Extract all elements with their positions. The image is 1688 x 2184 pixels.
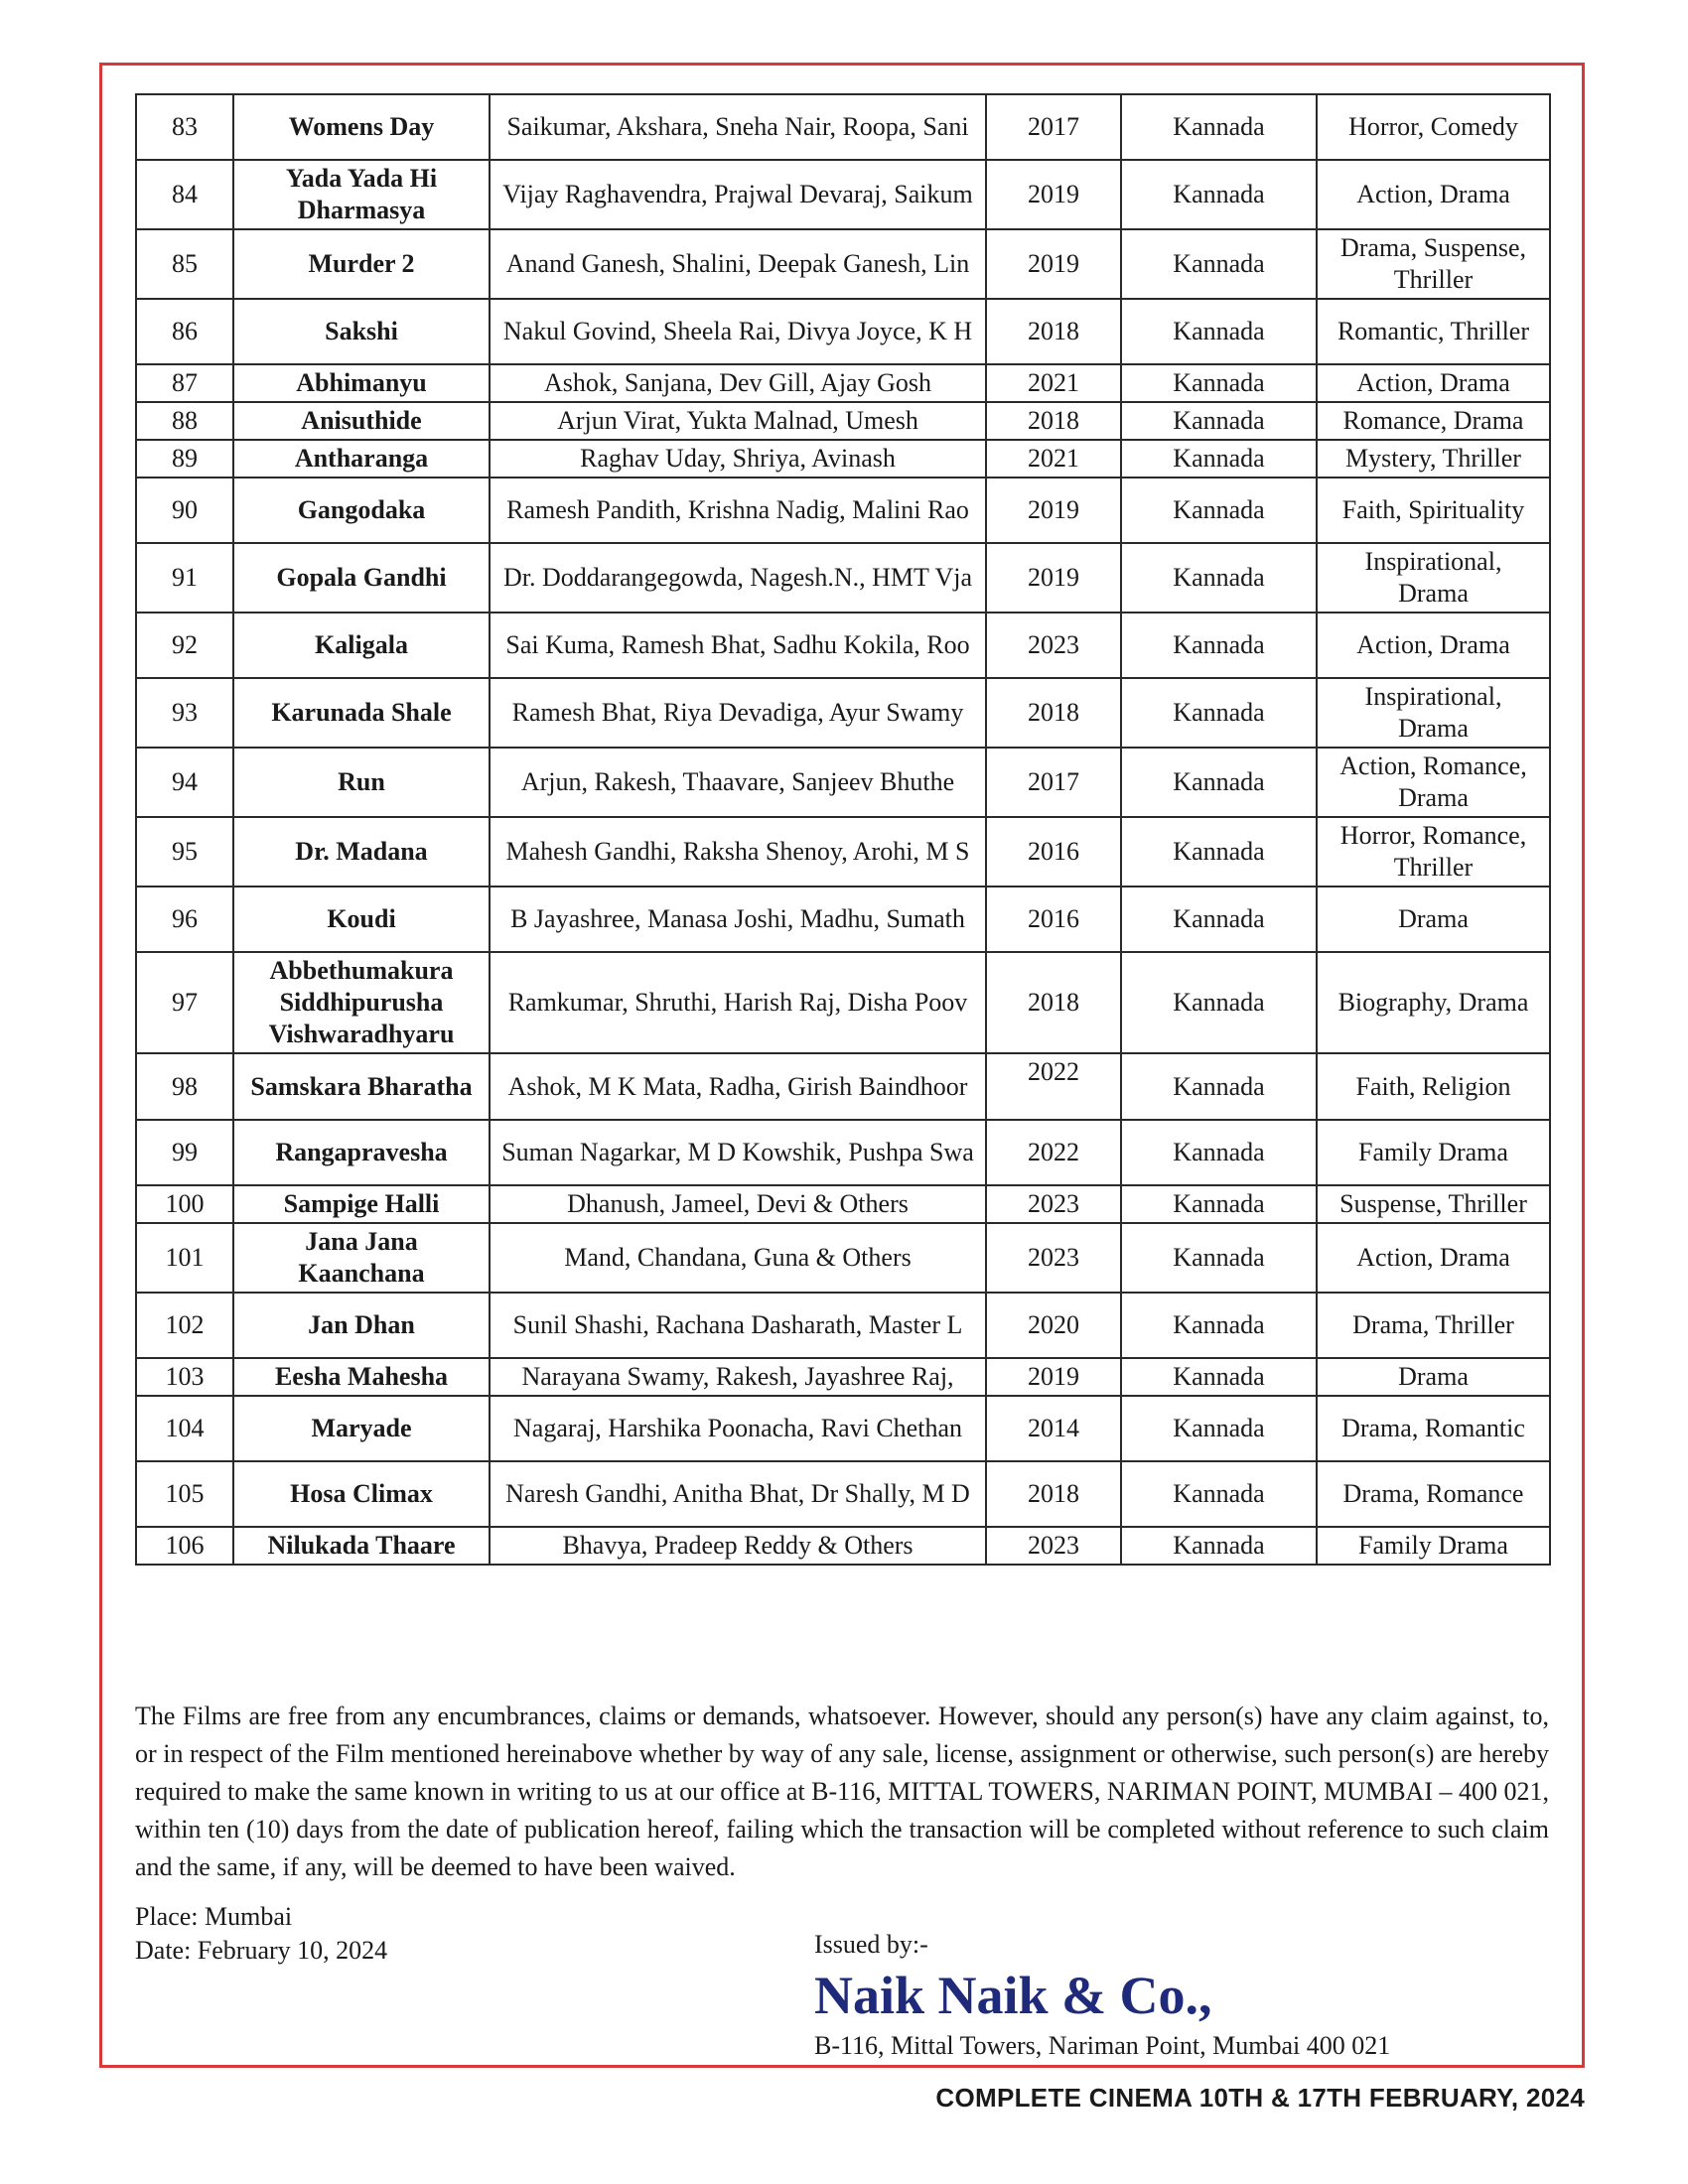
film-genre: Action, Drama	[1317, 1223, 1550, 1293]
film-title: Rangapravesha	[233, 1120, 490, 1185]
film-year: 2023	[986, 613, 1121, 678]
film-title: Gangodaka	[233, 478, 490, 543]
table-row	[136, 1358, 1550, 1396]
film-year: 2019	[986, 1358, 1121, 1396]
table-row	[136, 229, 1550, 299]
film-genre: Family Drama	[1317, 1527, 1550, 1565]
film-number: 101	[136, 1223, 233, 1293]
table-row	[136, 160, 1550, 229]
film-cast: Anand Ganesh, Shalini, Deepak Ganesh, Lin	[490, 229, 986, 299]
firm-name: Naik Naik & Co.,	[814, 1966, 1212, 2025]
film-language: Kannada	[1121, 613, 1317, 678]
film-language: Kannada	[1121, 1223, 1317, 1293]
table-row	[136, 364, 1550, 402]
film-language: Kannada	[1121, 402, 1317, 440]
table-row	[136, 1461, 1550, 1527]
film-cast: Mahesh Gandhi, Raksha Shenoy, Arohi, M S	[490, 817, 986, 887]
table-row	[136, 952, 1550, 1053]
film-cast: Ashok, Sanjana, Dev Gill, Ajay Gosh	[490, 364, 986, 402]
film-cast: Ramesh Bhat, Riya Devadiga, Ayur Swamy	[490, 678, 986, 748]
film-cast: Mand, Chandana, Guna & Others	[490, 1223, 986, 1293]
film-title: Eesha Mahesha	[233, 1358, 490, 1396]
table-row	[136, 402, 1550, 440]
film-genre: Drama, Romance	[1317, 1461, 1550, 1527]
film-cast: Suman Nagarkar, M D Kowshik, Pushpa Swa	[490, 1120, 986, 1185]
film-genre: Biography, Drama	[1317, 952, 1550, 1053]
film-genre: Drama, Romantic	[1317, 1396, 1550, 1461]
table-row	[136, 1293, 1550, 1358]
film-number: 88	[136, 402, 233, 440]
table-row	[136, 1120, 1550, 1185]
table-row	[136, 299, 1550, 364]
film-cast: Arjun, Rakesh, Thaavare, Sanjeev Bhuthe	[490, 748, 986, 817]
film-year: 2018	[986, 952, 1121, 1053]
film-title: Abhimanyu	[233, 364, 490, 402]
film-genre: Drama	[1317, 887, 1550, 952]
film-title: Hosa Climax	[233, 1461, 490, 1527]
film-title: Sakshi	[233, 299, 490, 364]
film-year: 2023	[986, 1527, 1121, 1565]
film-genre: Action, Romance, Drama	[1317, 748, 1550, 817]
film-number: 99	[136, 1120, 233, 1185]
film-title: Nilukada Thaare	[233, 1527, 490, 1565]
film-year: 2019	[986, 229, 1121, 299]
film-year: 2017	[986, 748, 1121, 817]
films-table	[135, 93, 1551, 1566]
film-cast: Vijay Raghavendra, Prajwal Devaraj, Saikum	[490, 160, 986, 229]
film-number: 102	[136, 1293, 233, 1358]
film-genre: Horror, Romance, Thriller	[1317, 817, 1550, 887]
film-genre: Faith, Spirituality	[1317, 478, 1550, 543]
film-number: 105	[136, 1461, 233, 1527]
film-year: 2018	[986, 402, 1121, 440]
film-number: 89	[136, 440, 233, 478]
film-title: Koudi	[233, 887, 490, 952]
film-year: 2018	[986, 1461, 1121, 1527]
film-cast: Nakul Govind, Sheela Rai, Divya Joyce, K H	[490, 299, 986, 364]
issued-by-label: Issued by:-	[814, 1930, 928, 1959]
film-title: Karunada Shale	[233, 678, 490, 748]
film-language: Kannada	[1121, 817, 1317, 887]
film-year: 2016	[986, 817, 1121, 887]
table-row	[136, 613, 1550, 678]
film-genre: Romance, Drama	[1317, 402, 1550, 440]
film-cast: Bhavya, Pradeep Reddy & Others	[490, 1527, 986, 1565]
film-genre: Family Drama	[1317, 1120, 1550, 1185]
firm-address: B-116, Mittal Towers, Nariman Point, Mumbai 400 021	[814, 2031, 1391, 2060]
film-language: Kannada	[1121, 748, 1317, 817]
film-cast: Narayana Swamy, Rakesh, Jayashree Raj,	[490, 1358, 986, 1396]
film-language: Kannada	[1121, 440, 1317, 478]
place-text: Place: Mumbai	[135, 1902, 293, 1931]
table-row	[136, 478, 1550, 543]
film-number: 94	[136, 748, 233, 817]
table-row	[136, 748, 1550, 817]
table-row	[136, 1396, 1550, 1461]
film-language: Kannada	[1121, 543, 1317, 613]
film-title: Gopala Gandhi	[233, 543, 490, 613]
film-number: 100	[136, 1185, 233, 1223]
table-row	[136, 678, 1550, 748]
table-row	[136, 817, 1550, 887]
film-year: 2021	[986, 440, 1121, 478]
film-cast: Saikumar, Akshara, Sneha Nair, Roopa, Sani	[490, 94, 986, 160]
film-cast: Naresh Gandhi, Anitha Bhat, Dr Shally, M D	[490, 1461, 986, 1527]
film-cast: Ramesh Pandith, Krishna Nadig, Malini Rao	[490, 478, 986, 543]
film-title: Murder 2	[233, 229, 490, 299]
film-cast: Sai Kuma, Ramesh Bhat, Sadhu Kokila, Roo	[490, 613, 986, 678]
film-title: Abbethumakura Siddhipurusha Vishwaradhyaru	[233, 952, 490, 1053]
film-number: 93	[136, 678, 233, 748]
film-language: Kannada	[1121, 1461, 1317, 1527]
film-language: Kannada	[1121, 1527, 1317, 1565]
film-year: 2020	[986, 1293, 1121, 1358]
table-row	[136, 1223, 1550, 1293]
table-row	[136, 1053, 1550, 1120]
film-number: 104	[136, 1396, 233, 1461]
film-language: Kannada	[1121, 94, 1317, 160]
film-language: Kannada	[1121, 952, 1317, 1053]
table-row	[136, 94, 1550, 160]
film-title: Samskara Bharatha	[233, 1053, 490, 1120]
film-title: Maryade	[233, 1396, 490, 1461]
film-genre: Action, Drama	[1317, 613, 1550, 678]
film-genre: Inspirational, Drama	[1317, 678, 1550, 748]
film-title: Yada Yada Hi Dharmasya	[233, 160, 490, 229]
film-year: 2016	[986, 887, 1121, 952]
film-language: Kannada	[1121, 1053, 1317, 1120]
film-genre: Drama	[1317, 1358, 1550, 1396]
film-year: 2018	[986, 299, 1121, 364]
film-year: 2014	[986, 1396, 1121, 1461]
notice-paragraph: The Films are free from any encumbrances, claims or demands, whatsoever. However, should any person(s) have any claim against, to, or in respect of the Film mentioned hereinabove whether by way of any sale, license, assignment or otherwise, such person(s) are hereby required to make the same known in writing to us at our office at B-116, MITTAL TOWERS, NARIMAN POINT, MUMBAI – 400 021, within ten (10) days from the date of publication hereof, failing which the transaction will be completed without reference to such claim and the same, if any, will be deemed to have been waived.	[135, 1702, 1549, 1881]
film-number: 97	[136, 952, 233, 1053]
film-number: 85	[136, 229, 233, 299]
film-cast: B Jayashree, Manasa Joshi, Madhu, Sumath	[490, 887, 986, 952]
film-cast: Ramkumar, Shruthi, Harish Raj, Disha Poov	[490, 952, 986, 1053]
film-genre: Action, Drama	[1317, 160, 1550, 229]
film-language: Kannada	[1121, 1293, 1317, 1358]
table-row	[136, 1527, 1550, 1565]
film-number: 92	[136, 613, 233, 678]
film-genre: Action, Drama	[1317, 364, 1550, 402]
film-year: 2018	[986, 678, 1121, 748]
film-language: Kannada	[1121, 299, 1317, 364]
film-cast: Ashok, M K Mata, Radha, Girish Baindhoor	[490, 1053, 986, 1120]
table-row	[136, 440, 1550, 478]
film-year: 2019	[986, 160, 1121, 229]
film-number: 91	[136, 543, 233, 613]
film-number: 106	[136, 1527, 233, 1565]
film-language: Kannada	[1121, 364, 1317, 402]
film-title: Sampige Halli	[233, 1185, 490, 1223]
film-year: 2022	[986, 1120, 1121, 1185]
film-language: Kannada	[1121, 478, 1317, 543]
film-year: 2017	[986, 94, 1121, 160]
film-number: 95	[136, 817, 233, 887]
date-text: Date: February 10, 2024	[135, 1936, 388, 1965]
film-language: Kannada	[1121, 1358, 1317, 1396]
film-year: 2019	[986, 478, 1121, 543]
film-title: Jana Jana Kaanchana	[233, 1223, 490, 1293]
film-title: Run	[233, 748, 490, 817]
publication-footer: COMPLETE CINEMA 10TH & 17TH FEBRUARY, 2024	[935, 2083, 1585, 2113]
film-cast: Dhanush, Jameel, Devi & Others	[490, 1185, 986, 1223]
place-date-block	[135, 1900, 387, 1968]
film-genre: Drama, Thriller	[1317, 1293, 1550, 1358]
film-title: Jan Dhan	[233, 1293, 490, 1358]
film-genre: Horror, Comedy	[1317, 94, 1550, 160]
film-year: 2019	[986, 543, 1121, 613]
film-genre: Romantic, Thriller	[1317, 299, 1550, 364]
film-cast: Raghav Uday, Shriya, Avinash	[490, 440, 986, 478]
film-number: 83	[136, 94, 233, 160]
film-cast: Nagaraj, Harshika Poonacha, Ravi Chethan	[490, 1396, 986, 1461]
film-number: 98	[136, 1053, 233, 1120]
film-language: Kannada	[1121, 678, 1317, 748]
film-cast: Dr. Doddarangegowda, Nagesh.N., HMT Vja	[490, 543, 986, 613]
film-title: Dr. Madana	[233, 817, 490, 887]
film-language: Kannada	[1121, 1185, 1317, 1223]
film-title: Womens Day	[233, 94, 490, 160]
film-number: 103	[136, 1358, 233, 1396]
film-genre: Mystery, Thriller	[1317, 440, 1550, 478]
film-language: Kannada	[1121, 1120, 1317, 1185]
table-row	[136, 543, 1550, 613]
film-language: Kannada	[1121, 229, 1317, 299]
film-language: Kannada	[1121, 1396, 1317, 1461]
film-title: Kaligala	[233, 613, 490, 678]
film-number: 87	[136, 364, 233, 402]
table-row	[136, 887, 1550, 952]
film-cast: Arjun Virat, Yukta Malnad, Umesh	[490, 402, 986, 440]
film-genre: Drama, Suspense, Thriller	[1317, 229, 1550, 299]
film-language: Kannada	[1121, 887, 1317, 952]
film-year: 2023	[986, 1185, 1121, 1223]
film-language: Kannada	[1121, 160, 1317, 229]
film-genre: Inspirational, Drama	[1317, 543, 1550, 613]
film-number: 84	[136, 160, 233, 229]
film-title: Anisuthide	[233, 402, 490, 440]
table-row	[136, 1185, 1550, 1223]
film-title: Antharanga	[233, 440, 490, 478]
film-genre: Suspense, Thriller	[1317, 1185, 1550, 1223]
film-year: 2021	[986, 364, 1121, 402]
film-year: 2023	[986, 1223, 1121, 1293]
film-number: 90	[136, 478, 233, 543]
film-number: 96	[136, 887, 233, 952]
film-number: 86	[136, 299, 233, 364]
film-cast: Sunil Shashi, Rachana Dasharath, Master L	[490, 1293, 986, 1358]
film-year: 2022	[986, 1053, 1121, 1120]
film-genre: Faith, Religion	[1317, 1053, 1550, 1120]
